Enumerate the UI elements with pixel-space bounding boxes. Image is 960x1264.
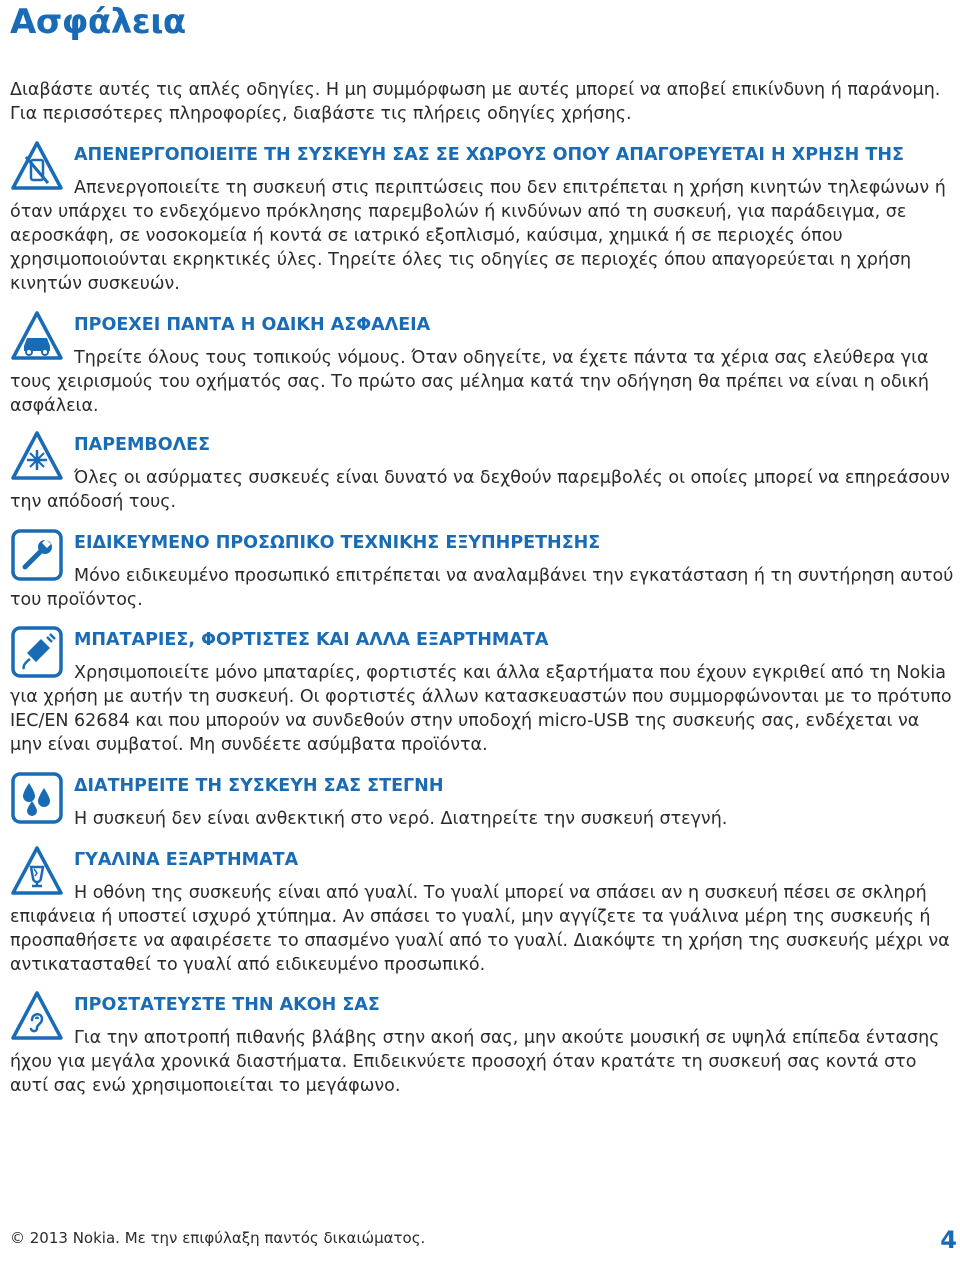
mobile-off-warning-icon bbox=[10, 140, 64, 194]
wrench-icon bbox=[10, 528, 64, 582]
ear-icon bbox=[10, 990, 64, 1044]
section-body: Απενεργοποιείτε τη συσκευή στις περιπτώσεις που δεν επιτρέπεται η χρήση κινητών τηλεφώνων ή όταν υπάρχει το ενδεχόμενο πρόκλησης παρεμβολών ή κινδύνων από τη συσκευή, για παράδειγμα, σε αεροσκάφη, σε νοσοκομεία ή κοντά σε ιατρικό εξοπλισμό, καύσιμα, χημικά ή σε περιοχές όπου χρησιμοποιούνται εκρηκτικές ύλες. Τηρείτε όλες τις οδηγίες σε περιοχές όπου απαγορεύεται η χρήση κινητών συσκευών. bbox=[10, 178, 946, 294]
section-body: Η συσκευή δεν είναι ανθεκτική στο νερό. Διατηρείτε την συσκευή στεγνή. bbox=[74, 809, 728, 829]
section-body: Όλες οι ασύρματες συσκευές είναι δυνατό να δεχθούν παρεμβολές οι οποίες μπορεί να επηρεάσουν την απόδοσή τους. bbox=[10, 468, 950, 512]
section-body: Η οθόνη της συσκευής είναι από γυαλί. Το γυαλί μπορεί να σπάσει αν η συσκευή πέσει σε σκληρή επιφάνεια ή υποστεί ισχυρό χτύπημα. Αν σπάσει το γυαλί, μην αγγίζετε τα γυάλινα μέρη της συσκευής ή προσπαθήσετε να αφαιρέσετε το σπασμένο γυαλί από το γυαλί. Διακόψτε τη χρήση της συσκευής μέχρι να αντικατασταθεί το γυαλί από ειδικευμένο προσωπικό. bbox=[10, 883, 950, 975]
section-body: Για την αποτροπή πιθανής βλάβης στην ακοή σας, μην ακούτε μουσική σε υψηλά επίπεδα έντασης ήχου για μεγάλα χρονικά διαστήματα. Επιδεικνύετε προσοχή όταν κρατάτε τη συσκευή σας κοντά στο αυτί σας ενώ χρησιμοποιείται το μεγάφωνο. bbox=[10, 1028, 940, 1096]
safety-section-water bbox=[10, 771, 955, 831]
safety-section-glass bbox=[10, 845, 955, 977]
section-heading: ΓΥΑΛΙΝΑ ΕΞΑΡΤΗΜΑΤΑ bbox=[74, 850, 299, 870]
safety-section-switch-off bbox=[10, 140, 955, 296]
section-heading: ΕΙΔΙΚΕΥΜΕΝΟ ΠΡΟΣΩΠΙΚΟ ΤΕΧΝΙΚΗΣ ΕΞΥΠΗΡΕΤΗΣΗΣ bbox=[74, 533, 601, 553]
safety-section-interference bbox=[10, 430, 955, 514]
intro-text: Διαβάστε αυτές τις απλές οδηγίες. Η μη συμμόρφωση με αυτές μπορεί να αποβεί επικίνδυνη ή παράνομη. Για περισσότερες πληροφορίες, διαβάστε τις πλήρεις οδηγίες χρήσης. bbox=[10, 80, 941, 124]
interference-warning-icon bbox=[10, 430, 64, 484]
section-body: Χρησιμοποιείτε μόνο μπαταρίες, φορτιστές και άλλα εξαρτήματα που έχουν εγκριθεί από τη Nokia για χρήση με αυτήν τη συσκευή. Οι φορτιστές άλλων κατασκευαστών που συμμορφώνονται με το πρότυπο IEC/EN 62684 και που μπορούν να συνδεθούν στην υποδοχή micro-USB της συσκευής σας, ενδέχεται να μην είναι συμβατοί. Μη συνδέετε ασύμβατα προϊόντα. bbox=[10, 663, 952, 755]
charger-plug-icon bbox=[10, 625, 64, 679]
section-heading: ΠΑΡΕΜΒΟΛΕΣ bbox=[74, 435, 211, 455]
section-heading: ΠΡΟΕΧΕΙ ΠΑΝΤΑ Η ΟΔΙΚΗ ΑΣΦΑΛΕΙΑ bbox=[74, 315, 431, 335]
section-heading: ΔΙΑΤΗΡΕΙΤΕ ΤΗ ΣΥΣΚΕΥΗ ΣΑΣ ΣΤΕΓΝΗ bbox=[74, 776, 444, 796]
safety-section-service bbox=[10, 528, 955, 612]
safety-section-hearing bbox=[10, 990, 955, 1098]
glass-warning-icon bbox=[10, 845, 64, 899]
copyright-footer: © 2013 Nokia. Με την επιφύλαξη παντός δικαιώματος. bbox=[10, 1229, 426, 1247]
section-heading: ΜΠΑΤΑΡΙΕΣ, ΦΟΡΤΙΣΤΕΣ ΚΑΙ ΑΛΛΑ ΕΞΑΡΤΗΜΑΤΑ bbox=[74, 630, 549, 650]
safety-section-road bbox=[10, 310, 955, 418]
section-heading: ΑΠΕΝΕΡΓΟΠΟΙΕΙΤΕ ΤΗ ΣΥΣΚΕΥΗ ΣΑΣ ΣΕ ΧΩΡΟΥΣ ΟΠΟΥ ΑΠΑΓΟΡΕΥΕΤΑΙ Η ΧΡΗΣΗ ΤΗΣ bbox=[74, 145, 904, 165]
section-body: Τηρείτε όλους τους τοπικούς νόμους. Όταν οδηγείτε, να έχετε πάντα τα χέρια σας ελεύθερα για τους χειρισμούς του οχήματός σας. Το πρώτο σας μέλημα κατά την οδήγηση θα πρέπει να είναι η οδική ασφάλεια. bbox=[10, 348, 929, 416]
water-drops-icon bbox=[10, 771, 64, 825]
safety-section-accessories bbox=[10, 625, 955, 757]
section-heading: ΠΡΟΣΤΑΤΕΥΣΤΕ ΤΗΝ ΑΚΟΗ ΣΑΣ bbox=[74, 995, 380, 1015]
page-number: 4 bbox=[940, 1226, 957, 1254]
page-title: Ασφάλεια bbox=[10, 2, 186, 42]
section-body: Μόνο ειδικευμένο προσωπικό επιτρέπεται να αναλαμβάνει την εγκατάσταση ή τη συντήρηση αυτού του προϊόντος. bbox=[10, 566, 954, 610]
car-warning-icon bbox=[10, 310, 64, 364]
